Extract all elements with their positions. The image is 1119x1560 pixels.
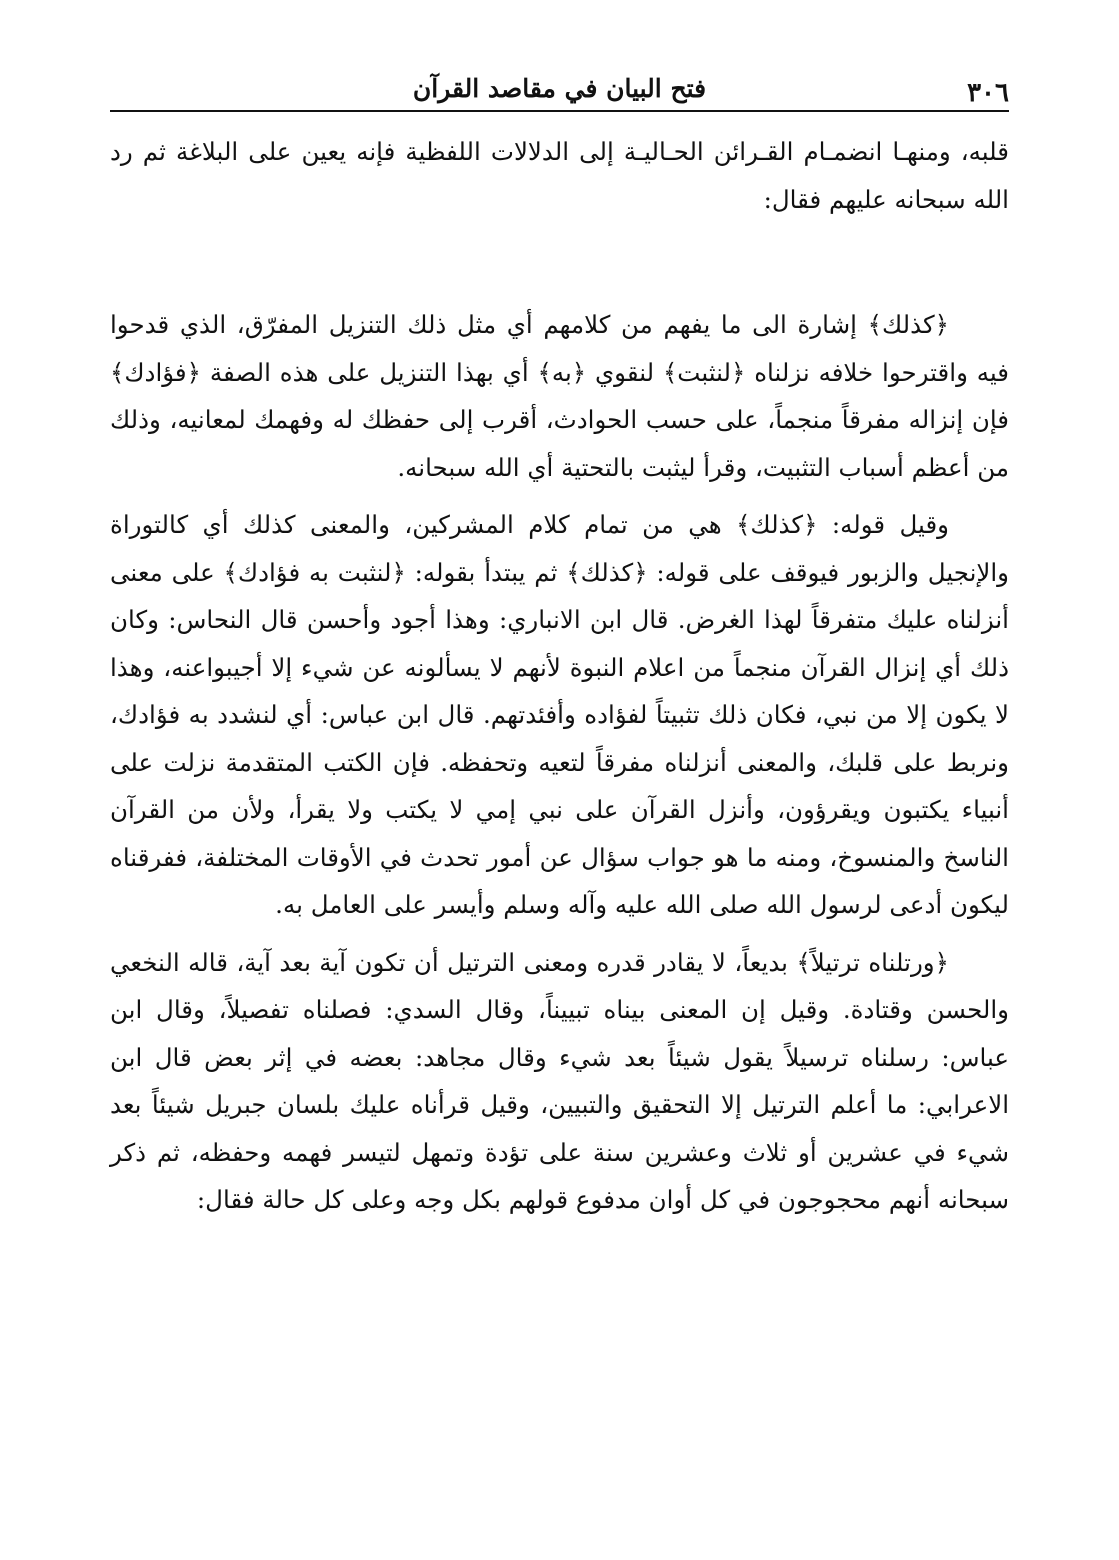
verse-gap	[110, 223, 1009, 301]
running-title: فتح البيان في مقاصد القرآن	[412, 74, 707, 103]
paragraph: ﴿ورتلناه ترتيلاً﴾ بديعاً، لا يقادر قدره ومعنى الترتيل أن تكون آية بعد آية، قاله النخعي والحسن وقتادة. وقيل إن المعنى بيناه تبييناً، وقال السدي: فصلناه تفصيلاً، وقال ابن عباس: رسلناه ترسيلاً يقول شيئاً بعد شيء وقال مجاهد: بعضه في إثر بعض قال ابن الاعرابي: ما أعلم الترتيل إلا التحقيق والتبيين، وقيل قرأناه عليك بلسان جبريل شيئاً بعد شيء في عشرين أو ثلاث وعشرين سنة على تؤدة وتمهل لتيسر فهمه وحفظه، ثم ذكر سبحانه أنهم محجوجون في كل أوان مدفوع قولهم بكل وجه وعلى كل حالة فقال:	[110, 947, 1009, 1214]
header-divider	[110, 110, 1009, 112]
page-number: ٣٠٦	[967, 78, 1009, 108]
paragraph: وقيل قوله: ﴿كذلك﴾ هي من تمام كلام المشركين، والمعنى كذلك أي كالتوراة والإنجيل والزبور فيوقف على قوله: ﴿كذلك﴾ ثم يبتدأ بقوله: ﴿لنثبت به فؤادك﴾ على معنى أنزلناه عليك متفرقاً لهذا الغرض. قال ابن الانباري: وهذا أجود وأحسن قال النحاس: وكان ذلك أي إنزال القرآن منجماً من اعلام النبوة لأنهم لا يسألونه عن شيء إلا أجيبواعنه، وهذا لا يكون إلا من نبي، فكان ذلك تثبيتاً لفؤاده وأفئدتهم. قال ابن عباس: أي لنشدد به فؤادك، ونربط على قلبك، والمعنى أنزلناه مفرقاً لتعيه وتحفظه. فإن الكتب المتقدمة نزلت على أنبياء يكتبون ويقرؤون، وأنزل القرآن على نبي إمي لا يكتب ولا يقرأ، ولأن من القرآن الناسخ والمنسوخ، ومنه ما هو جواب سؤال عن أمور تحدث في الأوقات المختلفة، ففرقناه ليكون أدعى لرسول الله صلى الله عليه وآله وسلم وأيسر على العامل به.	[110, 510, 1009, 919]
paragraph-gap	[110, 491, 1009, 501]
paragraph-gap	[110, 929, 1009, 939]
paragraph: قلبه، ومنهـا انضمـام القـرائن الحـاليـة إلى الدلالات اللفظية فإنه يعين على البلاغة ثم رد الله سبحانه عليهم فقال:	[110, 137, 1009, 214]
paragraph: ﴿كذلك﴾ إشارة الى ما يفهم من كلامهم أي مثل ذلك التنزيل المفرّق، الذي قدحوا فيه واقترحوا خلافه نزلناه ﴿لنثبت﴾ لنقوي ﴿به﴾ أي بهذا التنزيل على هذه الصفة ﴿فؤادك﴾ فإن إنزاله مفرقاً منجماً، على حسب الحوادث، أقرب إلى حفظك له وفهمك لمعانيه، وذلك من أعظم أسباب التثبيت، وقرأ ليثبت بالتحتية أي الله سبحانه.	[110, 310, 1009, 482]
page-body	[110, 128, 1009, 1224]
page-header	[110, 66, 1009, 108]
